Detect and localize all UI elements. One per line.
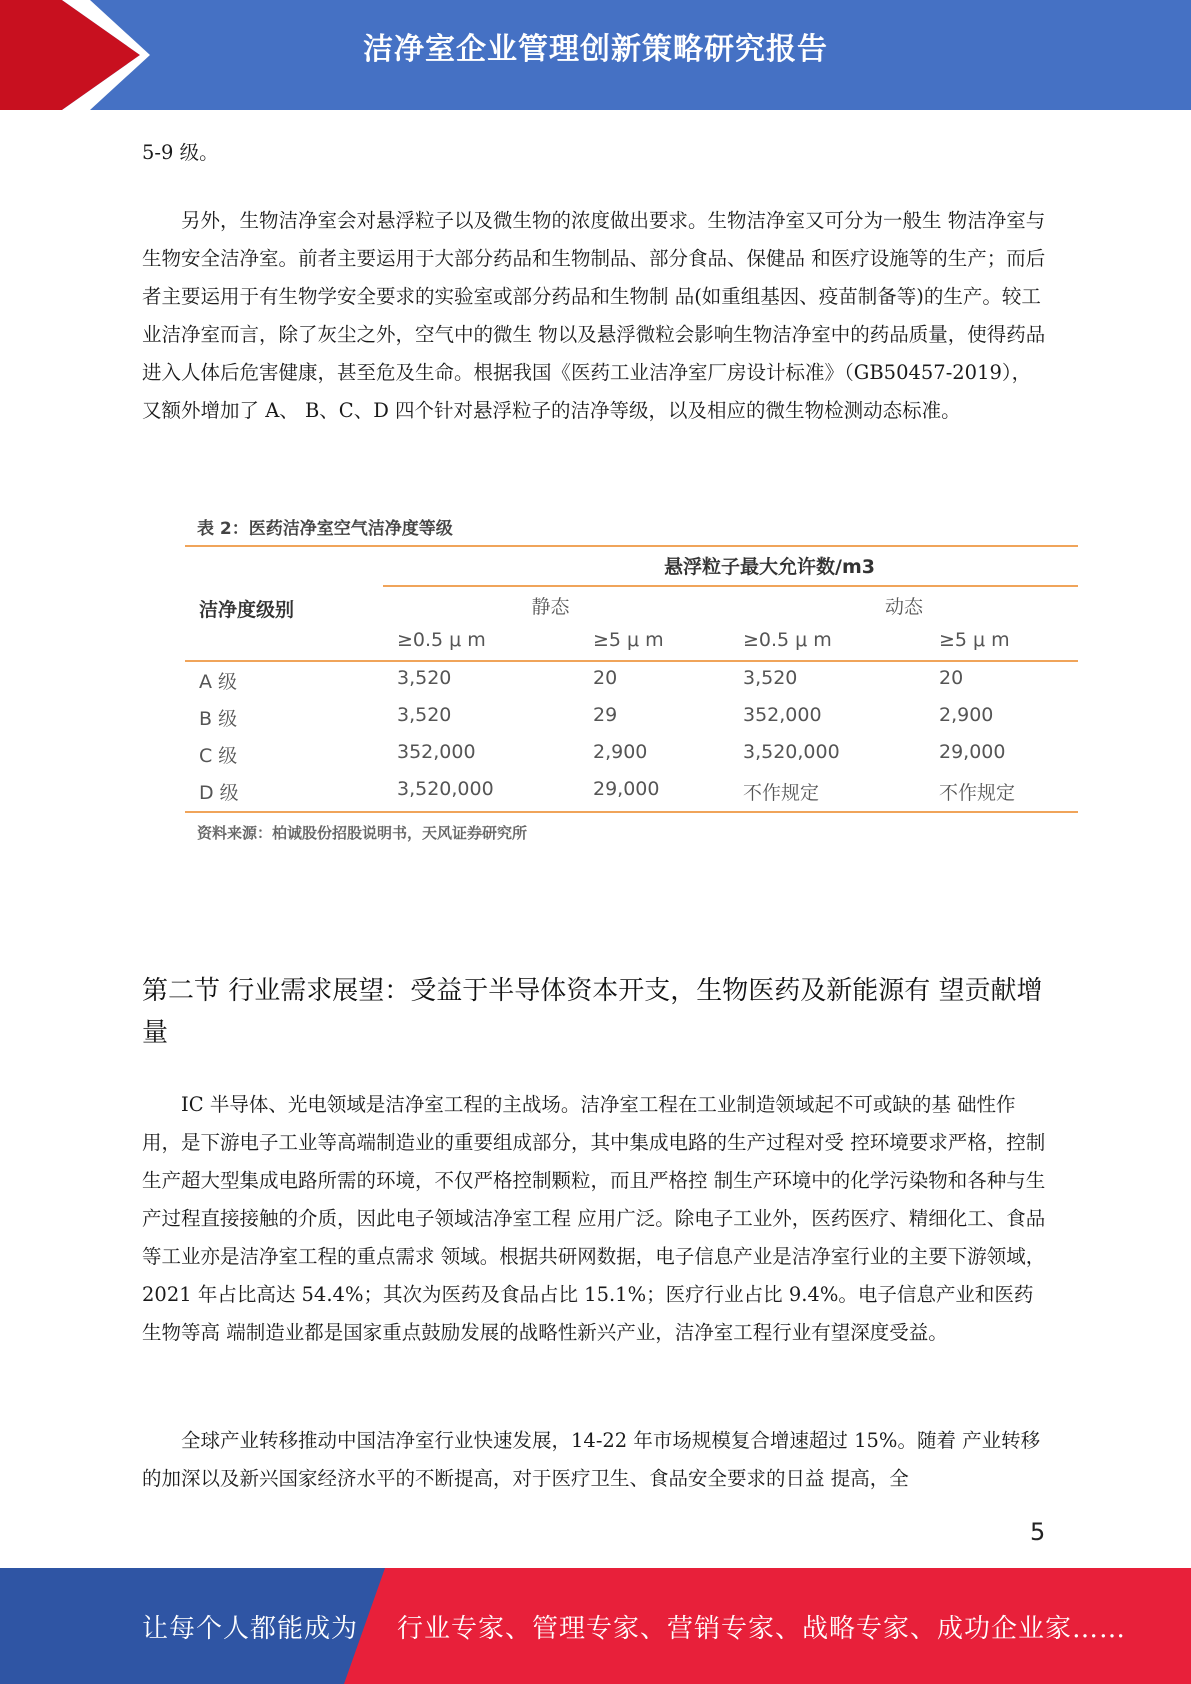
- table-cell: 2,900: [939, 704, 994, 726]
- table-bottom-rule: [185, 811, 1078, 813]
- table-title: 表 2：医药洁净室空气洁净度等级: [197, 519, 453, 539]
- column-header: ≥0.5 μ m: [397, 629, 486, 651]
- row-label: A 级: [199, 671, 238, 693]
- page-footer: [0, 1568, 1191, 1684]
- paragraph-2: IC 半导体、光电领域是洁净室工程的主战场。洁净室工程在工业制造领域起不可或缺的基 础性作用，是下游电子工业等高端制造业的重要组成部分，其中集成电路的生产过程对受 控环境要求严格，控制生产超大型集成电路所需的环境，不仅严格控制颗粒，而且严格控 制生产环境中的化学污染物和各种与生产过程直接接触的介质，因此电子领域洁净室工程 应用广泛。除电子工业外，医药医疗、精细化工、食品等工业亦是洁净室工程的重点需求 领域。根据共研网数据，电子信息产业是洁净室行业的主要下游领域，2021 年占比高达 54.4%；其次为医药及食品占比 15.1%；医疗行业占比 9.4%。电子信息产业和医药生物等高 端制造业都是国家重点鼓励发展的战略性新兴产业，洁净室工程行业有望深度受益。: [142, 1093, 1046, 1344]
- subgroup-static: 静态: [531, 596, 570, 618]
- table-cell: 29: [593, 704, 618, 726]
- row-label: C 级: [199, 745, 238, 767]
- group-header: 悬浮粒子最大允许数/m3: [664, 556, 875, 578]
- intro-line: 5-9 级。: [142, 141, 219, 164]
- table-cell: 3,520: [743, 667, 798, 689]
- page-header: [0, 0, 1191, 110]
- column-header: ≥5 μ m: [939, 629, 1010, 651]
- header-rule: [185, 660, 1078, 662]
- table-cell: 不作规定: [743, 782, 820, 804]
- table-cell: 20: [939, 667, 964, 689]
- page-number: 5: [1030, 1518, 1046, 1546]
- column-header: ≥5 μ m: [593, 629, 664, 651]
- table-cell: 2,900: [593, 741, 648, 763]
- table-cell: 352,000: [397, 741, 476, 763]
- table-cell: 29,000: [593, 778, 660, 800]
- paragraph-1: 另外，生物洁净室会对悬浮粒子以及微生物的浓度做出要求。生物洁净室又可分为一般生 物洁净室与生物安全洁净室。前者主要运用于大部分药品和生物制品、部分食品、保健品 和医疗设施等的生产；而后者主要运用于有生物学安全要求的实验室或部分药品和生物制 品(如重组基因、疫苗制备等)的生产。较工业洁净室而言，除了灰尘之外，空气中的微生 物以及悬浮微粒会影响生物洁净室中的药品质量，使得药品进入人体后危害健康，甚至危及生命。根据我国《医药工业洁净室厂房设计标准》（GB50457-2019），又额外增加了 A、 B、C、D 四个针对悬浮粒子的洁净等级，以及相应的微生物检测动态标准。: [142, 209, 1046, 422]
- paragraph-semiconductor: [142, 1086, 1047, 1352]
- paragraph-3: 全球产业转移推动中国洁净室行业快速发展，14-22 年市场规模复合增速超过 15%。随着 产业转移的加深以及新兴国家经济水平的不断提高，对于医疗卫生、食品安全要求的日益 提高，全: [142, 1429, 1041, 1490]
- table-cell: 352,000: [743, 704, 822, 726]
- table-cell: 3,520: [397, 704, 452, 726]
- subgroup-dynamic: 动态: [884, 596, 923, 618]
- row-label: B 级: [199, 708, 238, 730]
- table-cell: 3,520,000: [743, 741, 840, 763]
- footer-slogan-left: 让每个人都能成为: [142, 1614, 359, 1644]
- column-header: ≥0.5 μ m: [743, 629, 832, 651]
- table-cell: 29,000: [939, 741, 1006, 763]
- table-cell: 3,520: [397, 667, 452, 689]
- paragraph-bio-cleanroom: [142, 202, 1047, 430]
- paragraph-global-transfer: [142, 1422, 1047, 1498]
- table-top-rule: [185, 545, 1078, 547]
- table-cell: 20: [593, 667, 618, 689]
- table-source: 资料来源：柏诚股份招股说明书，天风证券研究所: [197, 824, 528, 842]
- report-title: 洁净室企业管理创新策略研究报告: [363, 32, 828, 67]
- group-rule: [383, 585, 1078, 587]
- table-cell: 不作规定: [939, 782, 1016, 804]
- row-header: 洁净度级别: [199, 599, 295, 621]
- section-title: 第二节 行业需求展望：受益于半导体资本开支，生物医药及新能源有 望贡献增量: [142, 976, 1043, 1048]
- table-cell: 3,520,000: [397, 778, 494, 800]
- footer-slogan-right: 行业专家、管理专家、营销专家、战略专家、成功企业家……: [397, 1614, 1127, 1644]
- row-label: D 级: [199, 782, 239, 804]
